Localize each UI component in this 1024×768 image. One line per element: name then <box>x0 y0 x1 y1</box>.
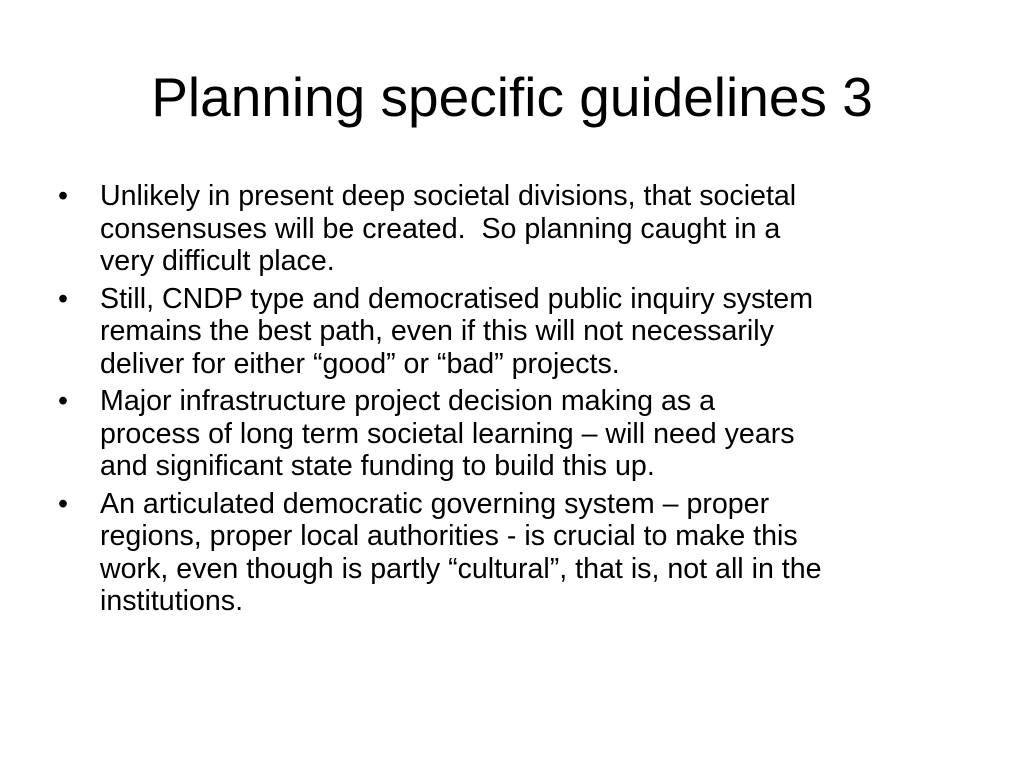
bullet-text-line: remains the best path, even if this will not necessarily <box>100 315 774 347</box>
bullet-icon: • <box>58 180 69 212</box>
bullet-text-line: Still, CNDP type and democratised public inquiry system <box>100 282 814 315</box>
bullet-text-line: regions, proper local authorities - is crucial to make this <box>100 520 798 552</box>
bullet-text-line: work, even though is partly “cultural”, that is, not all in the <box>100 552 822 585</box>
bullet-icon: • <box>58 385 69 417</box>
bullet-text-line: An articulated democratic governing system – proper <box>100 487 770 520</box>
bullet-item <box>58 385 978 483</box>
slide-title: Planning specific guidelines 3 <box>151 66 873 128</box>
bullet-item <box>58 180 978 278</box>
bullet-text-line: institutions. <box>100 585 244 617</box>
bullet-icon: • <box>58 282 69 315</box>
bullet-text-line: and significant state funding to build this up. <box>100 450 655 482</box>
bullet-text-line: Major infrastructure project decision making as a <box>100 385 716 417</box>
bullet-text-line: Unlikely in present deep societal divisions, that societal <box>100 180 797 212</box>
bullet-text-line: process of long term societal learning – will need years <box>100 417 795 450</box>
bullet-text-line: consensuses will be created. So planning caught in a <box>100 212 781 245</box>
bullet-item <box>58 283 978 381</box>
bullet-text-line: very difficult place. <box>100 245 335 277</box>
bullet-text-line: deliver for either “good” or “bad” projects. <box>100 347 620 380</box>
bullet-item <box>58 488 978 618</box>
bullet-icon: • <box>58 487 69 520</box>
bullet-list <box>58 180 978 623</box>
